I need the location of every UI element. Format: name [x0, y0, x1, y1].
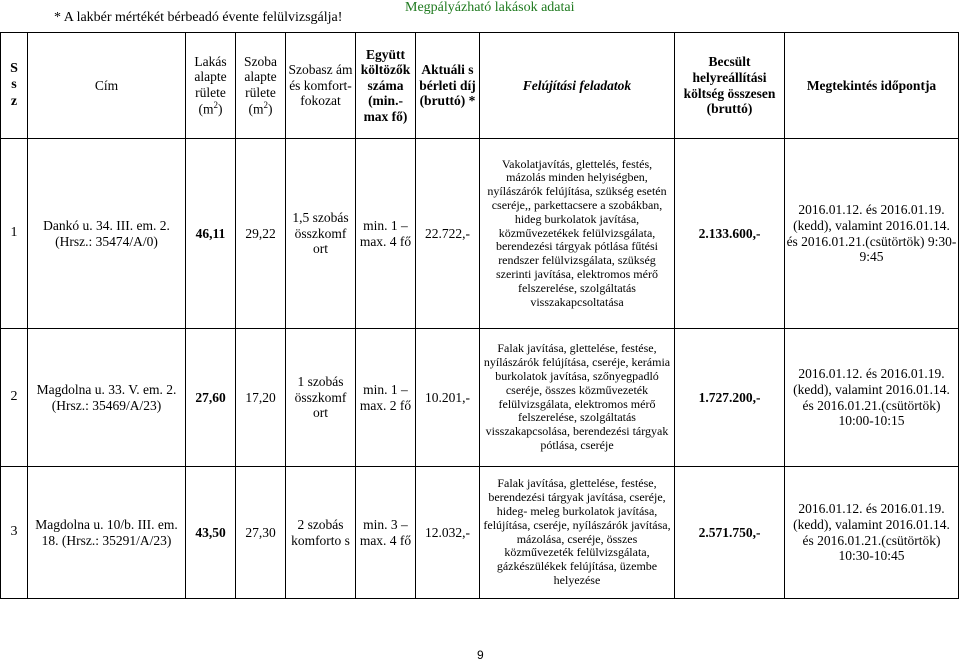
col-header-tasks: Felújítási feladatok [480, 33, 675, 139]
col-header-rooms: Szobasz ám és komfort-fokozat [286, 33, 356, 139]
table-row [1, 139, 959, 329]
row-flat-area: 43,50 [186, 467, 236, 599]
row-cost: 1.727.200,- [675, 329, 785, 467]
row-flat-area: 27,60 [186, 329, 236, 467]
row-rooms: 2 szobás komforto s [286, 467, 356, 599]
row-index: 2 [1, 329, 28, 467]
row-tasks: Falak javítása, glettelése, festése, berendezési tárgyak javítása, cseréje, hideg- meleg burkolatok javítása, felújítása, cseréje, nyílászárók javítása, mázolása, cseréje, összes közművezeték felülvizsgálata, gázkészülékek felújítása, üzembe helyezése [480, 467, 675, 599]
row-address: Magdolna u. 33. V. em. 2. (Hrsz.: 35469/A/23) [28, 329, 186, 467]
table-row [1, 329, 959, 467]
row-residents: min. 1 – max. 4 fő [356, 139, 416, 329]
row-room-area: 29,22 [236, 139, 286, 329]
col-header-flat-area: Lakás alapte rülete $(m^2)$ [186, 33, 236, 139]
row-viewing: 2016.01.12. és 2016.01.19. (kedd), valamint 2016.01.14. és 2016.01.21.(csütörtök) 10:00-10:15 [785, 329, 959, 467]
row-index: 3 [1, 467, 28, 599]
page-title: Megpályázható lakások adatai [405, 0, 575, 15]
row-viewing: 2016.01.12. és 2016.01.19. (kedd), valamint 2016.01.14. és 2016.01.21.(csütörtök) 9:30-9:45 [785, 139, 959, 329]
col-header-index: S s z [1, 33, 28, 139]
row-rent: 22.722,- [416, 139, 480, 329]
row-rooms: 1 szobás összkomf ort [286, 329, 356, 467]
row-cost: 2.571.750,- [675, 467, 785, 599]
row-residents: min. 3 – max. 4 fő [356, 467, 416, 599]
row-flat-area: 46,11 [186, 139, 236, 329]
row-tasks: Vakolatjavítás, glettelés, festés, mázolás minden helyiségben, nyílászárók felújítása, szükség esetén cseréje,, parkettacsere a szobákban, hideg burkolatok javítása, közművezetékek felülvizsgálata, berendezési tárgyak pótlása fűtési rendszer felülvizsgálata, szükség szerinti javítása, elektromos mérő felszerelése, szolgáltatás visszakapcsoltatása [480, 139, 675, 329]
table-header-row [1, 33, 959, 139]
page-number: 9 [477, 648, 484, 662]
row-cost: 2.133.600,- [675, 139, 785, 329]
table-row [1, 467, 959, 599]
row-residents: min. 1 – max. 2 fő [356, 329, 416, 467]
col-header-viewing: Megtekintés időpontja [785, 33, 959, 139]
col-header-rent: Aktuáli s bérleti díj (bruttó) * [416, 33, 480, 139]
footnote-rent-review: * A lakbér mértékét bérbeadó évente felülvizsgálja! [54, 10, 343, 25]
row-tasks: Falak javítása, glettelése, festése, nyílászárók felújítása, cseréje, kerámia burkolatok javítása, szőnyegpadló cseréje, összes közművezeték felülvizsgálata, elektromos mérő felszerelése, szolgáltatás visszakapcsolása, berendezési tárgyak pótlása, cseréje [480, 329, 675, 467]
row-rent: 10.201,- [416, 329, 480, 467]
row-address: Dankó u. 34. III. em. 2. (Hrsz.: 35474/A/0) [28, 139, 186, 329]
row-room-area: 27,30 [236, 467, 286, 599]
col-header-cost: Becsült helyreállítási költség összesen (bruttó) [675, 33, 785, 139]
housing-table [0, 32, 959, 599]
row-index: 1 [1, 139, 28, 329]
col-header-address: Cím [28, 33, 186, 139]
row-rent: 12.032,- [416, 467, 480, 599]
row-room-area: 17,20 [236, 329, 286, 467]
col-header-room-area: Szoba alapte rülete $(m^2)$ [236, 33, 286, 139]
col-header-residents: Együtt költözők száma (min.-max fő) [356, 33, 416, 139]
row-rooms: 1,5 szobás összkomf ort [286, 139, 356, 329]
row-viewing: 2016.01.12. és 2016.01.19. (kedd), valamint 2016.01.14. és 2016.01.21.(csütörtök) 10:30-10:45 [785, 467, 959, 599]
row-address: Magdolna u. 10/b. III. em. 18. (Hrsz.: 35291/A/23) [28, 467, 186, 599]
